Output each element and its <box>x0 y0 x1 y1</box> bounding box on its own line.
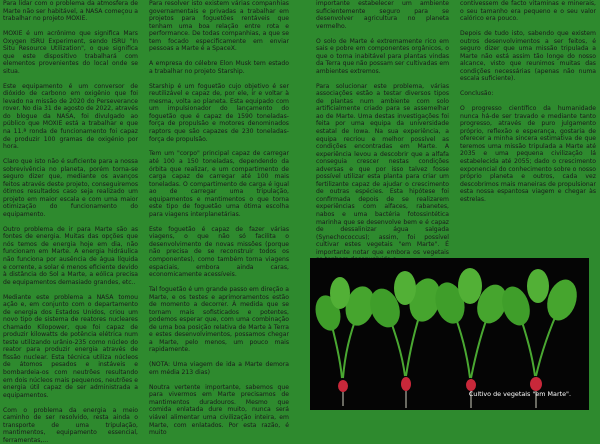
paragraph: Outro problema de ir para Marte são as fontes de energia. Muitas das opções que nós temos de energia hoje em dia, não funcionam em Marte. A energia hidráulica não funciona por ausência de água líquida e corrente, a solar é menos eficiente devido à distância do Sol a Marte, a eólica precisa de equipamentos demasiado grandes, etc.. <box>3 225 138 286</box>
paragraph: Tal foguetão é um grande passo em direção a Marte, e os testes e aprimoramentos estão de momento a decorrer. À medida que se tornam mais sofisticados e potentes, podemos esperar que, com uma combinação de uma boa posição relativa de Marte à Terra e estes desenvolvimentos, possamos chegar a Marte, pelo menos, um pouco mais rapidamente. <box>149 286 289 354</box>
text-column-1 <box>3 0 138 444</box>
paragraph: Com o problema da energia a meio caminho de ser resolvido, resta ainda o transporte de uma tripulação, mantimentos, equipamento essencial, ferramentas,... <box>3 406 138 444</box>
text-column-4 <box>460 0 596 258</box>
paragraph: Claro que isto não é suficiente para a nossa sobrevivência no planeta, porém torna-se seguro dizer que, mediante os avanços feitos através deste projeto, conseguiremos ótimos resultados caso seja realizado um projeto em maior escala e com uma maior otimização do funcionamento do equipamento. <box>3 158 138 218</box>
paragraph: Para resolver isto existem várias companhias governamentais e privadas a trabalhar em projetos para foguetões rentáveis que tenham uma boa relação entre rota e performance. De todas companhias, a que se tem focado especificamente em enviar pessoas a Marte é a SpaceX. <box>149 0 289 53</box>
paragraph: Este equipamento é um conversor de dióxido de carbono em oxigênio que foi levado na missão de 2020 do Perseverance rover. No dia 31 de agosto de 2022, através do blogue da NASA, foi divulgado ao público que MOXIE está a trabalhar e que na 11.ª ronda de funcionamento foi capaz de produzir 100 gramas de oxigénio por hora. <box>3 82 138 151</box>
paragraph: Noutra vertente importante, sabemos que para vivermos em Marte precisamos de mantimentos duradouros. Mesmo que comida enlatada dure muito, nunca será viável alimentar uma civilização inteira, em Marte, com enlatados. Por esta razão, é muito <box>149 383 289 437</box>
paragraph: Para solucionar este problema, várias associações estão a testar diversos tipos de plantas num ambiente com solo artificialmente criado para se assemelhar ao de Marte. Uma destas investigações foi feita por uma equipa da universidade estatal de Iowa. Na sua experiência, a equipa recriou e melhor possível as condições encontradas em Marte. A experiência levou a descobrir que a alfafa conseguia crescer nestas condições adversas e que por isso talvez fosse possível utilizar esta planta para criar um fertilizante capaz de ajudar o crescimento de outras espécies. Esta hipótese foi confirmada depois de se realizarem experiências com alfaces, rabanetes, nabos e uma bactéria fotossintética marinha que se desenvolve bem e é capaz de dessalinizar água salgada (Synechococcus); assim, foi possível cultivar estes vegetais "em Marte". É importante notar que embora os vegetais <box>316 82 449 256</box>
radish-plants-illustration <box>310 258 589 410</box>
paragraph: Tem um "corpo" principal capaz de carregar até 100 a 150 toneladas, dependendo da órbita que realizar, e um compartimento de carga capaz de carregar até 100 mais toneladas. O compartimento de carga é igual ao de carregar uma tripulação, equipamentos e mantimentos o que torna este tipo de foguetão uma ótima escolha para viagens interplanetárias. <box>149 150 289 218</box>
paragraph: contivessem de facto vitaminas e minerais, o seu tamanho era pequeno e o seu valor calórico era pouco. <box>460 0 596 23</box>
paragraph: Este foguetão é capaz de fazer várias viagens, o que não só facilita o desenvolvimento de novas missões (porque não precisa de se reconstruir todos os componentes), como também torna viagens espaciais, embora ainda caras, economicamente acessíveis. <box>149 225 289 279</box>
vegetables-photo <box>310 258 589 410</box>
paragraph: (NOTA: Uma viagem de ida a Marte demora em média 213 dias) <box>149 361 289 376</box>
text-column-2 <box>149 0 289 437</box>
paragraph: Depois de tudo isto, sabendo que existem outros desenvolvimentos a ser feitos, é seguro dizer que uma missão tripulada a Marte não está assim tão longe do nosso alcance, visto que reunimos muitas das condições necessárias (apenas não numa escala suficiente). <box>460 30 596 83</box>
paragraph: A empresa do célebre Elon Musk tem estado a trabalhar no projeto Starship. <box>149 60 289 75</box>
paragraph: O solo de Marte é extremamente rico em sais e pobre em componentes orgânicos, o que o torna inabitável para plantas vindas da Terra que não possam ser cultivadas em ambientes extremos. <box>316 37 449 75</box>
paragraph: Para lidar com o problema da atmosfera de Marte não ser habitável, a NASA começou a trabalhar no projeto MOXIE. <box>3 0 138 23</box>
paragraph: Mediante este problema a NASA tomou ação e, em conjunto com o departamento de energia dos Estados Unidos, criou um novo tipo de sistema de reatores nucleares chamado Kilopower, que foi capaz de produzir kilowatts de potência elétrica num teste utilizando urânio-235 como núcleo do reator para produzir energia através de fissão nuclear. Esta técnica utiliza núcleos de átomos pesados e instáveis e bombardeia-os com neutrões resultando em dois núcleos mais pequenos, neutrões e energia útil capaz de ser administrada a equipamentos. <box>3 293 138 399</box>
paragraph: MOXIE é um acrônimo que significa Mars Oxygen ISRU Experiment, sendo ISRU "In Situ Resource Utilization", o que significa que este dispositivo trabalhará com elementos provenientes do local onde se situa. <box>3 30 138 75</box>
paragraph: Starship é um foguetão cujo objetivo é ser reutilizável e capaz de, por ele, ir e voltar à mesma, volta ao planeta. Esta equipado com um impulsionador do lançamento do foguetão que é capaz de 1590 toneladas-força de propulsão e motores denominados raptors que são capazes de 230 toneladas-força de propulsão. <box>149 82 289 143</box>
text-column-3 <box>316 0 449 258</box>
paragraph: importante estabelecer um ambiente suficientemente seguro para se desenvolver agricultura no planeta vermelho. <box>316 0 449 30</box>
photo-caption: Cultivo de vegetais "em Marte". <box>468 390 571 398</box>
section-heading: Conclusão: <box>460 90 494 98</box>
paragraph: O progresso científico da humanidade nunca há-de ser travado e mediante tanto progresso, através de puro julgamento próprio, reflexão e esperança, gostaria de oferecer a minha sincera estimativa de que teremos uma missão tripulada a Marte até 2035 e uma pequena civilização lá estabelecida até 2055; dado o crescimento exponencial do conhecimento sobre o nosso próprio planeta e outros, cada vez descobrimos mais maneiras de propulsionar esta nossa espantosa viagem e chegar às estrelas. <box>460 105 596 203</box>
